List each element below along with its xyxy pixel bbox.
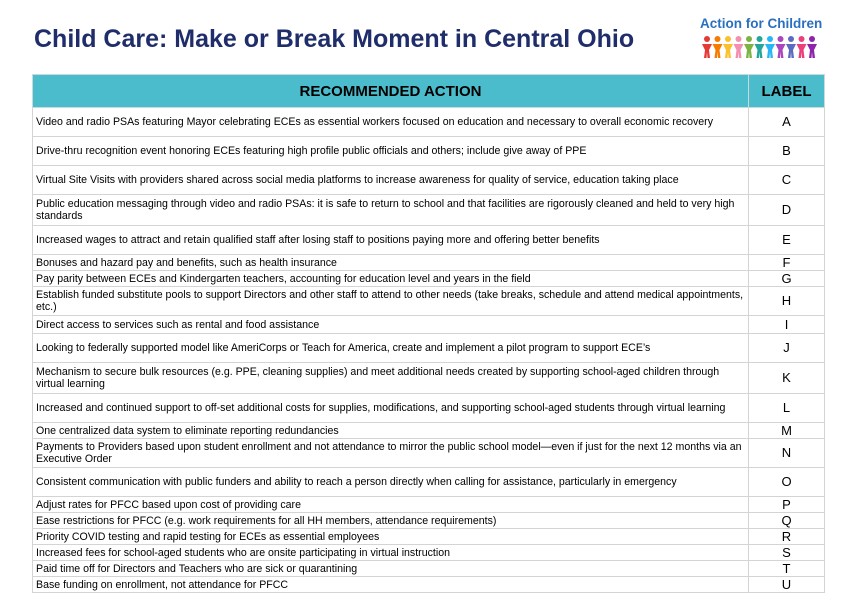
label-cell: E	[749, 226, 825, 255]
child-figure	[797, 36, 807, 58]
label-cell: T	[749, 561, 825, 577]
label-cell: L	[749, 394, 825, 423]
action-cell: Direct access to services such as rental and food assistance	[33, 316, 749, 334]
table-row	[33, 363, 825, 394]
table-row	[33, 226, 825, 255]
recommended-actions-table	[32, 74, 825, 593]
action-cell: Public education messaging through video and radio PSAs: it is safe to return to school and that facilities are rigorously cleaned and held to very high standards	[33, 195, 749, 226]
action-cell: Paid time off for Directors and Teachers who are sick or quarantining	[33, 561, 749, 577]
table-row	[33, 255, 825, 271]
table-row	[33, 561, 825, 577]
table-row	[33, 166, 825, 195]
table-row	[33, 439, 825, 468]
child-figure	[702, 36, 712, 58]
table-row	[33, 423, 825, 439]
action-cell: Drive-thru recognition event honoring ECEs featuring high profile public officials and others; include give away of PPE	[33, 137, 749, 166]
label-cell: D	[749, 195, 825, 226]
label-cell: S	[749, 545, 825, 561]
action-cell: Bonuses and hazard pay and benefits, such as health insurance	[33, 255, 749, 271]
child-figure	[776, 36, 786, 58]
label-cell: A	[749, 108, 825, 137]
table-row	[33, 545, 825, 561]
label-cell: B	[749, 137, 825, 166]
table-row	[33, 513, 825, 529]
table-row	[33, 577, 825, 593]
header-recommended-action: RECOMMENDED ACTION	[33, 75, 749, 108]
action-cell: Consistent communication with public funders and ability to reach a person directly when calling for assistance, particularly in emergency	[33, 468, 749, 497]
label-cell: N	[749, 439, 825, 468]
table-row	[33, 271, 825, 287]
table-row	[33, 287, 825, 316]
child-figure	[713, 36, 723, 58]
action-for-children-logo	[700, 16, 823, 62]
action-cell: Increased and continued support to off-set additional costs for supplies, modifications, and supporting school-aged students through virtual learning	[33, 394, 749, 423]
logo-text: Action for Children	[700, 16, 823, 31]
action-cell: Pay parity between ECEs and Kindergarten teachers, accounting for education level and years in the field	[33, 271, 749, 287]
label-cell: Q	[749, 513, 825, 529]
action-cell: Increased wages to attract and retain qualified staff after losing staff to positions paying more and offering better benefits	[33, 226, 749, 255]
child-figure	[723, 36, 733, 58]
table-row	[33, 529, 825, 545]
label-cell: I	[749, 316, 825, 334]
table-row	[33, 497, 825, 513]
label-cell: M	[749, 423, 825, 439]
child-figure	[755, 36, 765, 58]
child-figure	[786, 36, 796, 58]
action-cell: Looking to federally supported model like AmeriCorps or Teach for America, create and implement a pilot program to support ECE’s	[33, 334, 749, 363]
action-cell: Adjust rates for PFCC based upon cost of providing care	[33, 497, 749, 513]
label-cell: J	[749, 334, 825, 363]
label-cell: U	[749, 577, 825, 593]
label-cell: P	[749, 497, 825, 513]
action-cell: Virtual Site Visits with providers shared across social media platforms to increase awareness for quality of service, education taking place	[33, 166, 749, 195]
child-figure	[744, 36, 754, 58]
label-cell: R	[749, 529, 825, 545]
label-cell: H	[749, 287, 825, 316]
table-row	[33, 334, 825, 363]
child-figure	[734, 36, 744, 58]
action-cell: Increased fees for school-aged students who are onsite participating in virtual instruction	[33, 545, 749, 561]
table-header-row	[33, 75, 825, 108]
child-figure	[765, 36, 775, 58]
action-cell: Video and radio PSAs featuring Mayor celebrating ECEs as essential workers focused on education and necessary to overall economic recovery	[33, 108, 749, 137]
action-cell: Priority COVID testing and rapid testing for ECEs as essential employees	[33, 529, 749, 545]
table-row	[33, 394, 825, 423]
label-cell: F	[749, 255, 825, 271]
table-row	[33, 316, 825, 334]
label-cell: C	[749, 166, 825, 195]
action-cell: Ease restrictions for PFCC (e.g. work requirements for all HH members, attendance requirements)	[33, 513, 749, 529]
child-figure	[807, 36, 817, 58]
table-row	[33, 108, 825, 137]
label-cell: K	[749, 363, 825, 394]
table-row	[33, 137, 825, 166]
action-cell: Mechanism to secure bulk resources (e.g. PPE, cleaning supplies) and meet additional needs created by supporting school-aged children through virtual learning	[33, 363, 749, 394]
page-title: Child Care: Make or Break Moment in Central Ohio	[34, 25, 635, 53]
label-cell: G	[749, 271, 825, 287]
header-label: LABEL	[749, 75, 825, 108]
action-cell: Payments to Providers based upon student enrollment and not attendance to mirror the public school model—even if just for the next 12 months via an Executive Order	[33, 439, 749, 468]
action-cell: One centralized data system to eliminate reporting redundancies	[33, 423, 749, 439]
action-cell: Base funding on enrollment, not attendance for PFCC	[33, 577, 749, 593]
row-of-children-figures-icon	[702, 35, 820, 59]
table-row	[33, 468, 825, 497]
label-cell: O	[749, 468, 825, 497]
table-row	[33, 195, 825, 226]
action-cell: Establish funded substitute pools to support Directors and other staff to attend to other needs (take breaks, schedule and attend medical appointments, etc.)	[33, 287, 749, 316]
